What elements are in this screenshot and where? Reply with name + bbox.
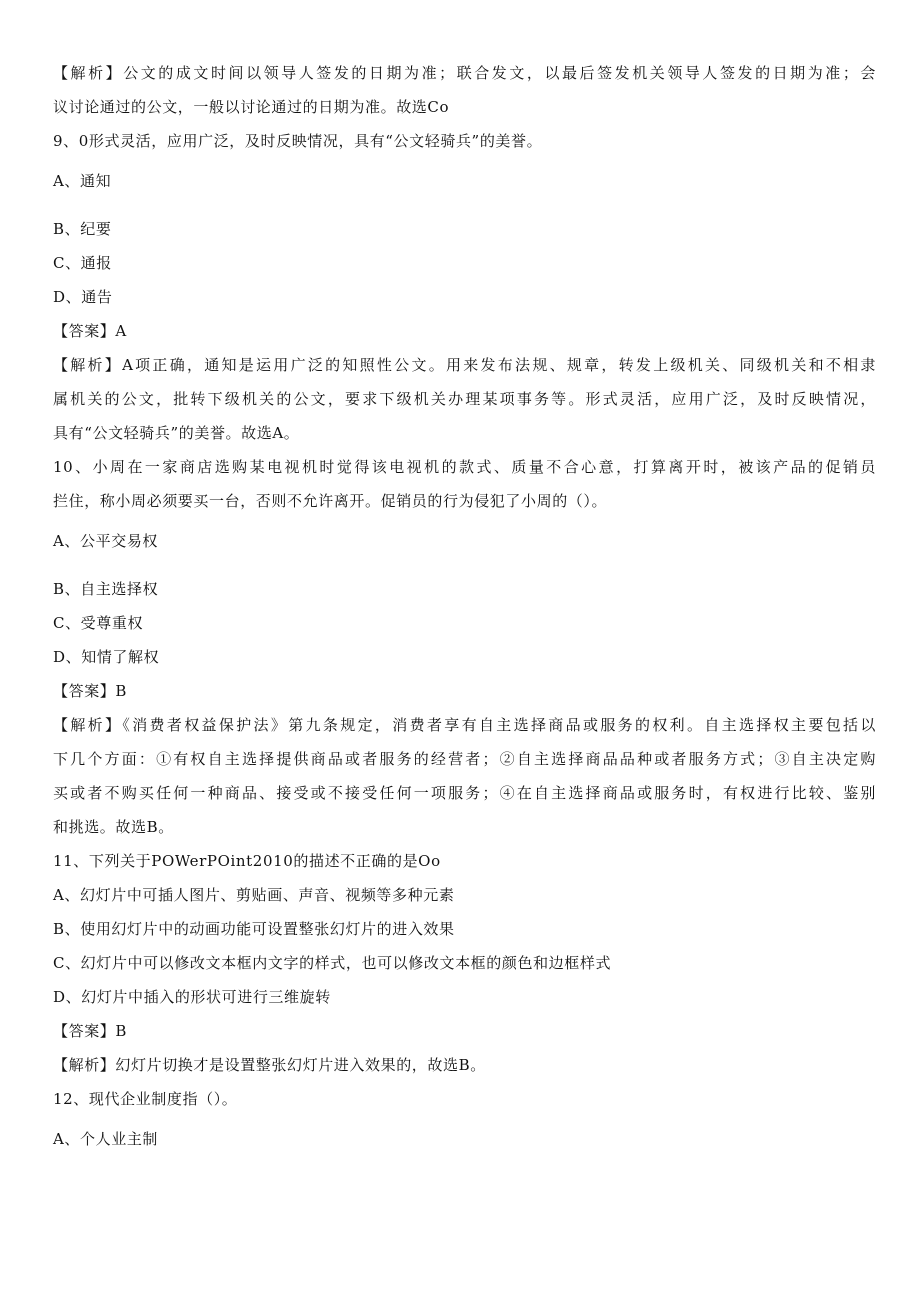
- question-12-option-a: A、个人业主制: [53, 1130, 159, 1148]
- analysis-10-line-4: 和挑选。故选B。: [53, 818, 174, 836]
- question-11-option-b: B、使用幻灯片中的动画功能可设置整张幻灯片的进入效果: [53, 920, 455, 938]
- question-10-stem-line-2: 拦住，称小周必须要买一台，否则不允许离开。促销员的行为侵犯了小周的（）。: [53, 492, 608, 510]
- question-9-option-d: D、通告: [53, 288, 113, 306]
- question-9-answer: 【答案】A: [53, 322, 127, 340]
- question-11-stem: 11、下列关于POWerPOint2010的描述不正确的是Oo: [53, 852, 441, 870]
- question-10-option-c: C、受尊重权: [53, 614, 144, 632]
- analysis-8-line-1: 【解析】公文的成文时间以领导人签发的日期为准；联合发文，以最后签发机关领导人签发的日期为准；会: [53, 64, 876, 82]
- question-12-stem: 12、现代企业制度指（）。: [53, 1090, 238, 1108]
- question-10-option-a: A、公平交易权: [53, 532, 159, 550]
- analysis-10-line-1: 【解析】《消费者权益保护法》第九条规定，消费者享有自主选择商品或服务的权利。自主选择权主要包括以: [53, 716, 876, 734]
- question-9-option-c: C、通报: [53, 254, 112, 272]
- question-9-option-b: B、纪要: [53, 220, 112, 238]
- analysis-9-line-2: 属机关的公文，批转下级机关的公文，要求下级机关办理某项事务等。形式灵活，应用广泛，及时反映情况，: [53, 390, 876, 408]
- question-9-stem: 9、0形式灵活，应用广泛，及时反映情况，具有“公文轻骑兵”的美誉。: [53, 132, 543, 150]
- analysis-10-line-3: 买或者不购买任何一种商品、接受或不接受任何一项服务；④在自主选择商品或服务时，有权进行比较、鉴别: [53, 784, 876, 802]
- question-11-option-c: C、幻灯片中可以修改文本框内文字的样式，也可以修改文本框的颜色和边框样式: [53, 954, 612, 972]
- question-10-option-d: D、知情了解权: [53, 648, 160, 666]
- analysis-11-line-1: 【解析】幻灯片切换才是设置整张幻灯片进入效果的，故选B。: [53, 1056, 486, 1074]
- analysis-8-line-2: 议讨论通过的公文，一般以讨论通过的日期为准。故选Co: [53, 98, 450, 116]
- question-10-stem-line-1: 10、小周在一家商店选购某电视机时觉得该电视机的款式、质量不合心意，打算离开时，被该产品的促销员: [53, 458, 876, 476]
- question-10-option-b: B、自主选择权: [53, 580, 159, 598]
- analysis-10-line-2: 下几个方面：①有权自主选择提供商品或者服务的经营者；②自主选择商品品种或者服务方式；③自主决定购: [53, 750, 876, 768]
- analysis-9-line-1: 【解析】A项正确，通知是运用广泛的知照性公文。用来发布法规、规章，转发上级机关、同级机关和不相隶: [53, 356, 876, 374]
- question-11-answer: 【答案】B: [53, 1022, 128, 1040]
- question-11-option-a: A、幻灯片中可插人图片、剪贴画、声音、视频等多种元素: [53, 886, 455, 904]
- question-11-option-d: D、幻灯片中插入的形状可进行三维旋转: [53, 988, 331, 1006]
- analysis-9-line-3: 具有“公文轻骑兵”的美誉。故选A。: [53, 424, 300, 442]
- question-9-option-a: A、通知: [53, 172, 112, 190]
- question-10-answer: 【答案】B: [53, 682, 128, 700]
